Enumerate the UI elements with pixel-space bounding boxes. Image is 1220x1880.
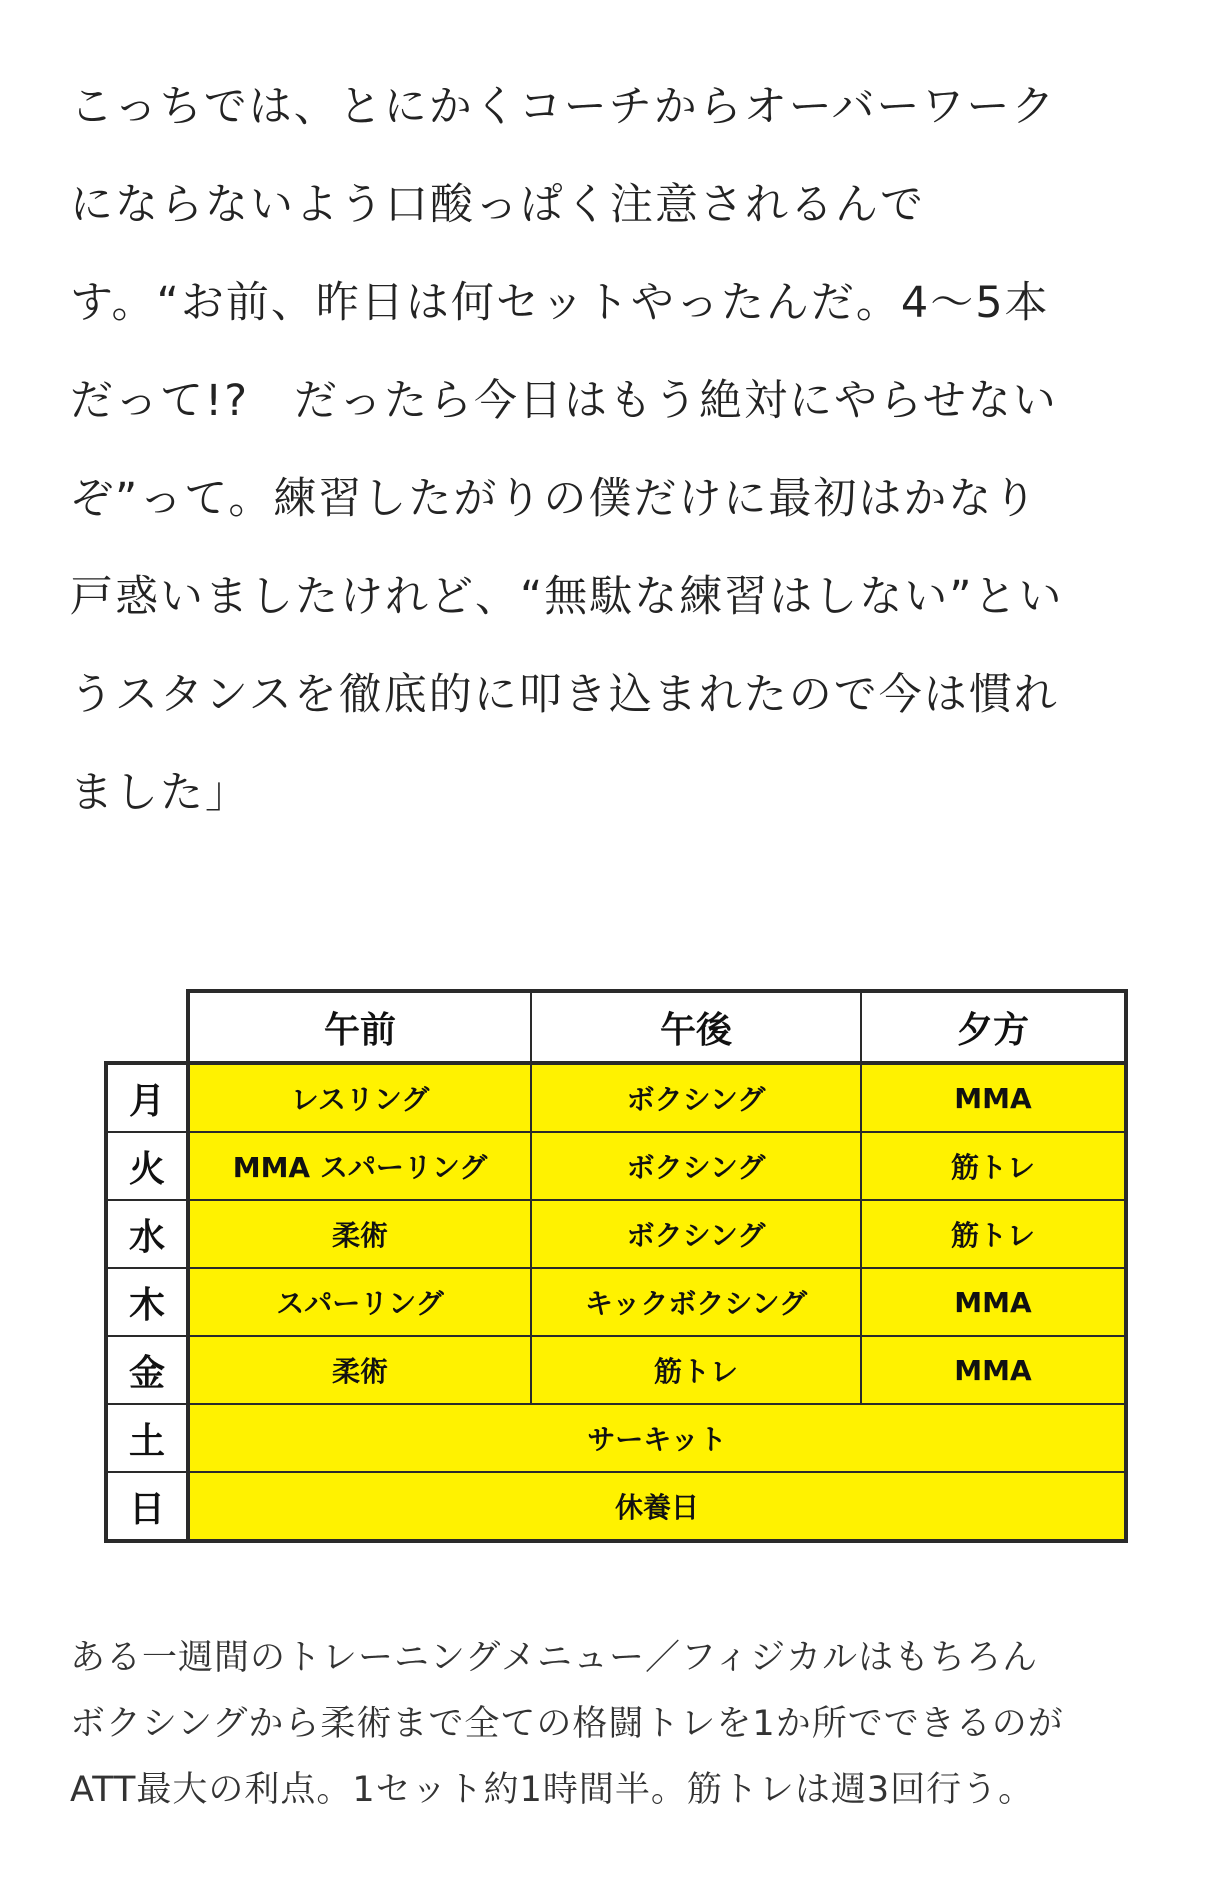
caption-line: ボクシングから柔術まで全ての格闘トレを1か所でできるのが [70,1704,1064,1744]
training-schedule-table [104,989,1128,1543]
schedule-cell: ボクシング [531,1063,861,1132]
day-label: 日 [106,1472,188,1541]
schedule-row-tuesday [106,1132,1126,1200]
article-line: だって!? だったら今日はもう絶対にやらせない [70,376,1058,426]
schedule-cell: スパーリング [188,1268,531,1336]
schedule-cell: 筋トレ [861,1200,1126,1268]
schedule-cell: レスリング [188,1063,531,1132]
schedule-cell: ボクシング [531,1200,861,1268]
schedule-cell: ボクシング [531,1132,861,1200]
schedule-cell: MMA [861,1336,1126,1404]
schedule-cell: MMA [861,1063,1126,1132]
schedule-row-monday [106,1063,1126,1132]
day-label: 火 [106,1132,188,1200]
schedule-row-wednesday [106,1200,1126,1268]
schedule-cell: MMA スパーリング [188,1132,531,1200]
schedule-cell: 筋トレ [861,1132,1126,1200]
schedule-row-friday [106,1336,1126,1404]
header-morning: 午前 [188,991,531,1063]
schedule-corner [106,991,188,1063]
schedule-cell: 柔術 [188,1336,531,1404]
schedule-cell: 柔術 [188,1200,531,1268]
caption-line: ATT最大の利点。1セット約1時間半。筋トレは週3回行う。 [70,1770,1035,1810]
schedule-cell-full-day: 休養日 [188,1472,1126,1541]
schedule-cell-full-day: サーキット [188,1404,1126,1472]
article-body [70,58,1155,842]
day-label: 土 [106,1404,188,1472]
schedule-row-thursday [106,1268,1126,1336]
header-evening: 夕方 [861,991,1126,1063]
schedule-cell: MMA [861,1268,1126,1336]
article-line: こっちでは、とにかくコーチからオーバーワーク [70,82,1057,132]
caption-line: ある一週間のトレーニングメニュー／フィジカルはもちろん [70,1638,1039,1678]
schedule-cell: 筋トレ [531,1336,861,1404]
article-line: す。“お前、昨日は何セットやったんだ。4〜5本 [70,278,1050,328]
article-line: ました」 [70,768,250,818]
table-caption [70,1625,1170,1823]
schedule-row-saturday [106,1404,1126,1472]
article-line: ぞ”って。練習したがりの僕だけに最初はかなり [70,474,1039,524]
day-label: 水 [106,1200,188,1268]
schedule-header-row [106,991,1126,1063]
article-line: 戸惑いましたけれど、“無駄な練習はしない”とい [70,572,1064,622]
day-label: 月 [106,1063,188,1132]
schedule-cell: キックボクシング [531,1268,861,1336]
day-label: 金 [106,1336,188,1404]
schedule-row-sunday [106,1472,1126,1541]
header-afternoon: 午後 [531,991,861,1063]
article-line: うスタンスを徹底的に叩き込まれたので今は慣れ [70,670,1059,720]
article-line: にならないよう口酸っぱく注意されるんで [70,180,925,230]
day-label: 木 [106,1268,188,1336]
